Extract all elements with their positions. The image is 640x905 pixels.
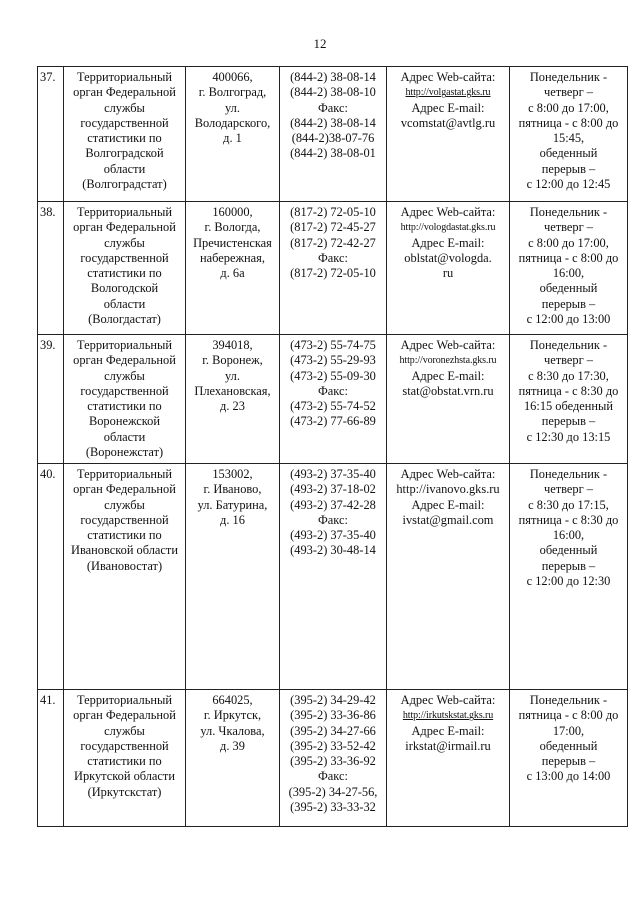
web-email-cell xyxy=(387,202,510,335)
organization-line: статистики по xyxy=(87,754,162,769)
hours-line: пятница - с 8:00 до xyxy=(518,115,619,130)
organization-line: службы xyxy=(104,100,145,115)
organization-line: Воронежской xyxy=(88,414,161,429)
hours-line: четверг – xyxy=(544,85,593,100)
organization-line: службы xyxy=(104,368,145,383)
hours-line: перерыв – xyxy=(541,754,596,769)
address-cell xyxy=(186,67,280,202)
hours-line: обеденный xyxy=(539,281,598,296)
address-line: ул. xyxy=(225,368,240,383)
address-line: 394018, xyxy=(212,338,253,352)
phone-line: (817-2) 72-05-10 xyxy=(290,266,376,281)
organization-line: орган Федеральной xyxy=(73,85,176,100)
hours-line: с 8:00 до 17:00, xyxy=(528,100,609,115)
organization-cell xyxy=(64,202,186,335)
phone-line: (844-2)38-07-76 xyxy=(291,131,375,146)
phone-line: (395-2) 33-33-32 xyxy=(290,800,376,815)
row-number-cell xyxy=(38,690,64,827)
address-line: ул. Батурина, xyxy=(197,497,268,512)
phones-cell xyxy=(280,335,387,464)
organization-line: области xyxy=(103,296,146,311)
email-label: Адрес E-mail: xyxy=(411,368,485,383)
phone-line: (493-2) 30-48-14 xyxy=(290,543,376,558)
hours-line: 16:00, xyxy=(552,528,585,543)
email-address[interactable]: ru xyxy=(442,266,454,281)
row-number: 38. xyxy=(40,205,56,219)
phone-line: Факс: xyxy=(318,512,348,527)
organization-line: орган Федеральной xyxy=(73,220,176,235)
organization-line: Ивановской области xyxy=(71,543,178,558)
address-line: д. 16 xyxy=(220,512,245,527)
phone-line: (493-2) 37-42-28 xyxy=(290,497,376,512)
hours-line: пятница - с 8:00 до xyxy=(518,250,619,265)
phone-line: (395-2) 33-36-86 xyxy=(290,708,376,723)
organization-line: статистики по xyxy=(87,266,162,281)
organization-cell xyxy=(64,335,186,464)
hours-line: Понедельник - xyxy=(529,467,608,481)
hours-line: пятница - с 8:30 до xyxy=(518,383,619,398)
hours-line: 16:00, xyxy=(552,266,585,281)
address-line: 153002, xyxy=(212,467,253,481)
website-link[interactable]: http://volgastat.gks.ru xyxy=(405,87,491,99)
web-label: Адрес Web-сайта: xyxy=(400,338,496,352)
phone-line: (473-2) 55-09-30 xyxy=(290,368,376,383)
email-label: Адрес E-mail: xyxy=(411,235,485,250)
web-label: Адрес Web-сайта: xyxy=(400,693,496,707)
organization-line: Волгоградской xyxy=(85,146,164,161)
website-link[interactable]: http://irkutskstat.gks.ru xyxy=(402,710,494,722)
phone-line: (473-2) 77-66-89 xyxy=(290,414,376,429)
organization-line: Территориальный xyxy=(77,467,172,481)
organization-line: службы xyxy=(104,497,145,512)
phones-cell xyxy=(280,67,387,202)
email-address[interactable]: irkstat@irmail.ru xyxy=(405,738,491,753)
address-cell xyxy=(186,464,280,690)
address-line: г. Волгоград, xyxy=(198,85,267,100)
hours-line: четверг – xyxy=(544,353,593,368)
hours-line: четверг – xyxy=(544,220,593,235)
address-line: Пречистенская xyxy=(193,235,272,250)
hours-line: пятница - с 8:30 до xyxy=(518,512,619,527)
organization-line: Вологодской xyxy=(90,281,159,296)
address-line: г. Иркутск, xyxy=(203,708,262,723)
address-line: 664025, xyxy=(212,693,253,707)
phone-line: (493-2) 37-35-40 xyxy=(290,467,376,481)
organization-line: (Вологдастат) xyxy=(88,312,161,327)
phone-line: Факс: xyxy=(318,383,348,398)
email-address[interactable]: oblstat@vologda. xyxy=(404,250,492,265)
working-hours-cell xyxy=(510,202,628,335)
website-link[interactable]: http://voronezhsta.gks.ru xyxy=(399,355,497,367)
address-line: набережная, xyxy=(200,250,265,265)
phone-line: (844-2) 38-08-10 xyxy=(290,85,376,100)
email-label: Адрес E-mail: xyxy=(411,723,485,738)
address-line: д. 1 xyxy=(223,131,242,146)
address-line: ул. Чкалова, xyxy=(200,723,265,738)
address-line: ул. xyxy=(225,100,240,115)
address-line: Плехановская, xyxy=(194,383,271,398)
organization-line: (Иркутскстат) xyxy=(87,784,162,799)
hours-line: четверг – xyxy=(544,482,593,497)
working-hours-cell xyxy=(510,464,628,690)
email-label: Адрес E-mail: xyxy=(411,100,485,115)
hours-line: перерыв – xyxy=(541,558,596,573)
organization-line: статистики по xyxy=(87,131,162,146)
web-label: Адрес Web-сайта: xyxy=(400,70,496,84)
address-cell xyxy=(186,202,280,335)
hours-line: 15:45, xyxy=(552,131,585,146)
hours-line: Понедельник - xyxy=(529,70,608,84)
phone-line: (395-2) 33-52-42 xyxy=(290,738,376,753)
address-cell xyxy=(186,335,280,464)
organization-line: (Воронежстат) xyxy=(85,445,164,460)
contacts-table xyxy=(37,66,628,827)
website-link[interactable]: http://ivanovo.gks.ru xyxy=(396,482,500,497)
row-number-cell xyxy=(38,202,64,335)
organization-line: Территориальный xyxy=(77,338,172,352)
hours-line: перерыв – xyxy=(541,161,596,176)
phones-cell xyxy=(280,464,387,690)
phone-line: (473-2) 55-74-75 xyxy=(290,338,376,352)
phone-line: (395-2) 34-27-56, xyxy=(288,784,378,799)
phone-line: (817-2) 72-05-10 xyxy=(290,205,376,219)
email-label: Адрес E-mail: xyxy=(411,497,485,512)
phone-line: (493-2) 37-18-02 xyxy=(290,482,376,497)
hours-line: обеденный xyxy=(539,543,598,558)
organization-line: государственной xyxy=(80,115,169,130)
hours-line: Понедельник - xyxy=(529,693,608,707)
table-body xyxy=(38,67,628,827)
organization-cell xyxy=(64,690,186,827)
organization-cell xyxy=(64,464,186,690)
organization-line: орган Федеральной xyxy=(73,353,176,368)
phone-line: (473-2) 55-29-93 xyxy=(290,353,376,368)
phone-line: (844-2) 38-08-14 xyxy=(290,70,376,84)
address-line: Володарского, xyxy=(194,115,271,130)
organization-line: службы xyxy=(104,235,145,250)
organization-line: области xyxy=(103,161,146,176)
hours-line: обеденный xyxy=(539,738,598,753)
page-number: 12 xyxy=(313,36,327,51)
phone-line: (395-2) 33-36-92 xyxy=(290,754,376,769)
web-label: Адрес Web-сайта: xyxy=(400,467,496,481)
hours-line: Понедельник - xyxy=(529,338,608,352)
table-row xyxy=(38,67,628,202)
hours-line: с 12:00 до 12:45 xyxy=(526,177,611,192)
address-line: д. 39 xyxy=(220,738,245,753)
row-number-cell xyxy=(38,464,64,690)
organization-line: Территориальный xyxy=(77,70,172,84)
hours-line: 17:00, xyxy=(552,723,585,738)
working-hours-cell xyxy=(510,335,628,464)
row-number: 37. xyxy=(40,70,56,84)
phone-line: Факс: xyxy=(318,769,348,784)
row-number-cell xyxy=(38,335,64,464)
email-address[interactable]: vcomstat@avtlg.ru xyxy=(400,115,496,130)
web-email-cell xyxy=(387,67,510,202)
table-row xyxy=(38,690,628,827)
hours-line: с 12:00 до 12:30 xyxy=(526,574,611,589)
hours-line: пятница - с 8:00 до xyxy=(518,708,619,723)
organization-line: Территориальный xyxy=(77,205,172,219)
email-address[interactable]: ivstat@gmail.com xyxy=(402,512,494,527)
row-number-cell xyxy=(38,67,64,202)
phone-line: (395-2) 34-29-42 xyxy=(290,693,376,707)
organization-line: (Ивановостат) xyxy=(86,558,163,573)
phone-line: (844-2) 38-08-14 xyxy=(290,115,376,130)
organization-line: орган Федеральной xyxy=(73,708,176,723)
address-line: г. Иваново, xyxy=(203,482,262,497)
organization-line: государственной xyxy=(80,738,169,753)
address-cell xyxy=(186,690,280,827)
phone-line: (493-2) 37-35-40 xyxy=(290,528,376,543)
organization-line: службы xyxy=(104,723,145,738)
phones-cell xyxy=(280,690,387,827)
row-number: 41. xyxy=(40,693,56,707)
organization-cell xyxy=(64,67,186,202)
hours-line: обеденный xyxy=(539,146,598,161)
address-line: 160000, xyxy=(212,205,253,219)
hours-line: перерыв – xyxy=(541,414,596,429)
hours-line: с 12:00 до 13:00 xyxy=(526,312,611,327)
organization-line: орган Федеральной xyxy=(73,482,176,497)
email-address[interactable]: stat@obstat.vrn.ru xyxy=(402,383,494,398)
website-link[interactable]: http://vologdastat.gks.ru xyxy=(400,222,496,234)
web-email-cell xyxy=(387,335,510,464)
organization-line: статистики по xyxy=(87,528,162,543)
row-number: 40. xyxy=(40,467,56,481)
phone-line: (844-2) 38-08-01 xyxy=(290,146,376,161)
hours-line: 16:15 обеденный xyxy=(523,399,613,414)
web-email-cell xyxy=(387,464,510,690)
hours-line: с 12:30 до 13:15 xyxy=(526,429,611,444)
hours-line: перерыв – xyxy=(541,296,596,311)
address-line: г. Воронеж, xyxy=(202,353,263,368)
address-line: 400066, xyxy=(212,70,253,84)
phone-line: Факс: xyxy=(318,100,348,115)
hours-line: с 13:00 до 14:00 xyxy=(526,769,611,784)
row-number: 39. xyxy=(40,338,56,352)
web-email-cell xyxy=(387,690,510,827)
hours-line: Понедельник - xyxy=(529,205,608,219)
organization-line: (Волгоградстат) xyxy=(82,177,167,192)
phone-line: (817-2) 72-45-27 xyxy=(290,220,376,235)
working-hours-cell xyxy=(510,67,628,202)
phone-line: Факс: xyxy=(318,250,348,265)
table-row xyxy=(38,464,628,690)
organization-line: государственной xyxy=(80,512,169,527)
web-label: Адрес Web-сайта: xyxy=(400,205,496,219)
address-line: г. Вологда, xyxy=(204,220,261,235)
address-line: д. 6а xyxy=(220,266,245,281)
organization-line: государственной xyxy=(80,383,169,398)
organization-line: статистики по xyxy=(87,399,162,414)
hours-line: с 8:00 до 17:00, xyxy=(528,235,609,250)
table-row xyxy=(38,202,628,335)
phone-line: (395-2) 34-27-66 xyxy=(290,723,376,738)
hours-line: с 8:30 до 17:30, xyxy=(528,368,609,383)
organization-line: государственной xyxy=(80,250,169,265)
organization-line: области xyxy=(103,429,146,444)
table-row xyxy=(38,335,628,464)
hours-line: с 8:30 до 17:15, xyxy=(528,497,609,512)
phone-line: (817-2) 72-42-27 xyxy=(290,235,376,250)
organization-line: Иркутской области xyxy=(74,769,175,784)
address-line: д. 23 xyxy=(220,399,245,414)
phones-cell xyxy=(280,202,387,335)
working-hours-cell xyxy=(510,690,628,827)
organization-line: Территориальный xyxy=(77,693,172,707)
phone-line: (473-2) 55-74-52 xyxy=(290,399,376,414)
